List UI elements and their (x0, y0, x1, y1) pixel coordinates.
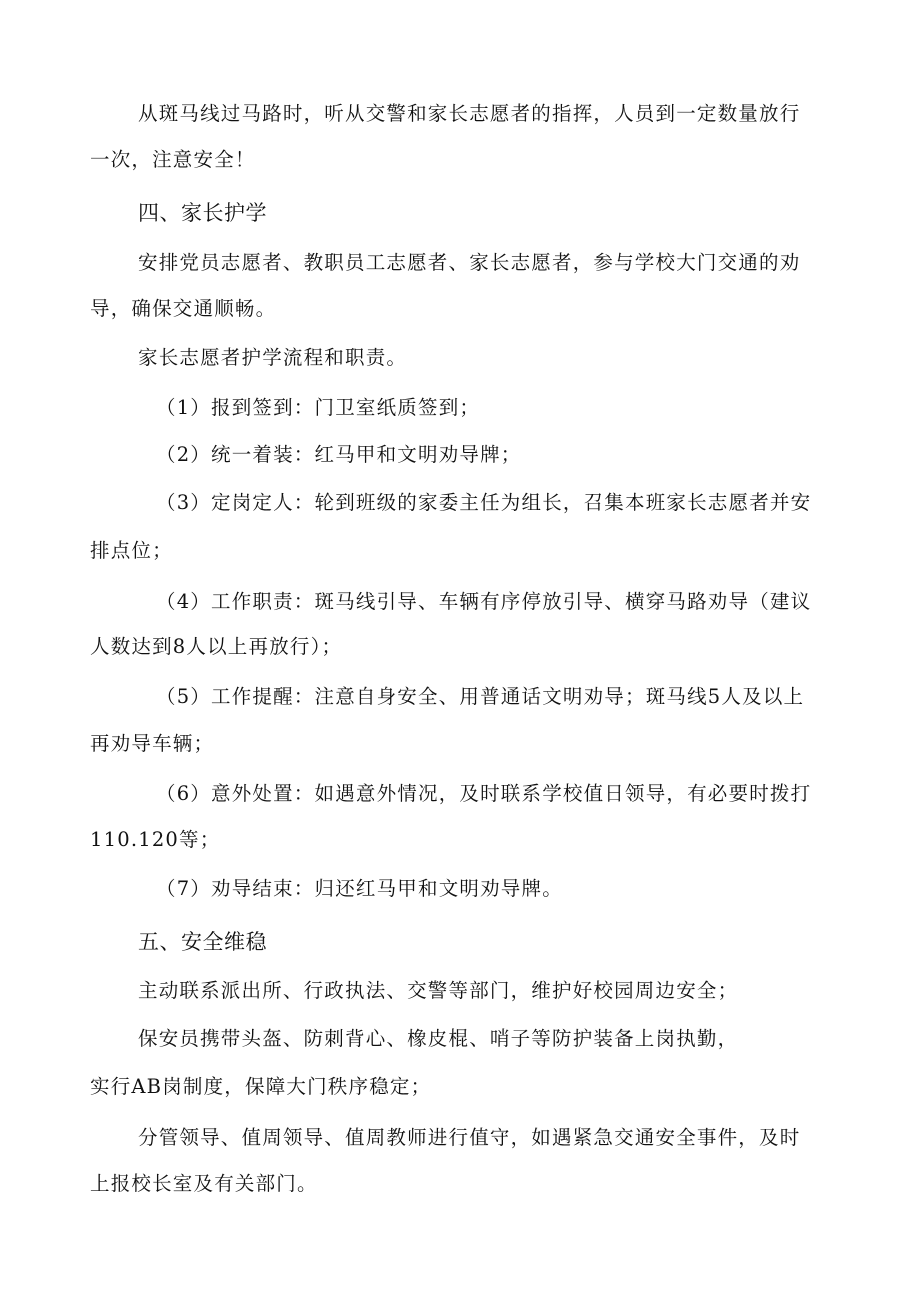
section-heading-5: 五、安全维稳 (138, 930, 267, 954)
paragraph-line: 上报校长室及有关部门。 (90, 1172, 318, 1195)
list-item: （2）统一着装：红马甲和文明劝导牌； (156, 443, 522, 466)
list-item-continuation: 人数达到8人以上再放行）； (90, 635, 343, 658)
paragraph-line: 保安员携带头盔、防刺背心、橡皮棍、哨子等防护装备上岗执勤， (138, 1027, 739, 1050)
paragraph-line: 主动联系派出所、行政执法、交警等部门，维护好校园周边安全； (138, 979, 739, 1002)
list-item-continuation: 再劝导车辆； (90, 732, 215, 755)
list-item: （5）工作提醒：注意自身安全、用普通话文明劝导；斑马线5人及以上 (156, 685, 805, 708)
list-item: （4）工作职责：斑马线引导、车辆有序停放引导、横穿马路劝导（建议 (156, 590, 812, 613)
paragraph-line: 分管领导、值周领导、值周教师进行值守，如遇紧急交通安全事件，及时 (138, 1126, 801, 1149)
paragraph-line: 导，确保交通顺畅。 (90, 297, 277, 320)
list-item: （6）意外处置：如遇意外情况，及时联系学校值日领导，有必要时拨打 (156, 782, 812, 805)
paragraph-line: 安排党员志愿者、教职员工志愿者、家长志愿者，参与学校大门交通的劝 (138, 251, 801, 274)
paragraph-line: 实行AB岗制度，保障大门秩序稳定； (90, 1075, 432, 1098)
list-item: （1）报到签到：门卫室纸质签到； (156, 396, 481, 419)
paragraph-line: 从斑马线过马路时，听从交警和家长志愿者的指挥，人员到一定数量放行 (138, 102, 801, 125)
list-item-continuation: 排点位； (90, 539, 173, 562)
section-heading-4: 四、家长护学 (138, 201, 267, 225)
paragraph-line: 一次，注意安全！ (90, 148, 256, 171)
list-item: （3）定岗定人：轮到班级的家委主任为组长，召集本班家长志愿者并安 (156, 491, 812, 514)
list-item-continuation: 110.120等； (90, 828, 221, 851)
list-item: （7）劝导结束：归还红马甲和文明劝导牌。 (156, 877, 563, 900)
flow-title: 家长志愿者护学流程和职责。 (138, 346, 408, 369)
